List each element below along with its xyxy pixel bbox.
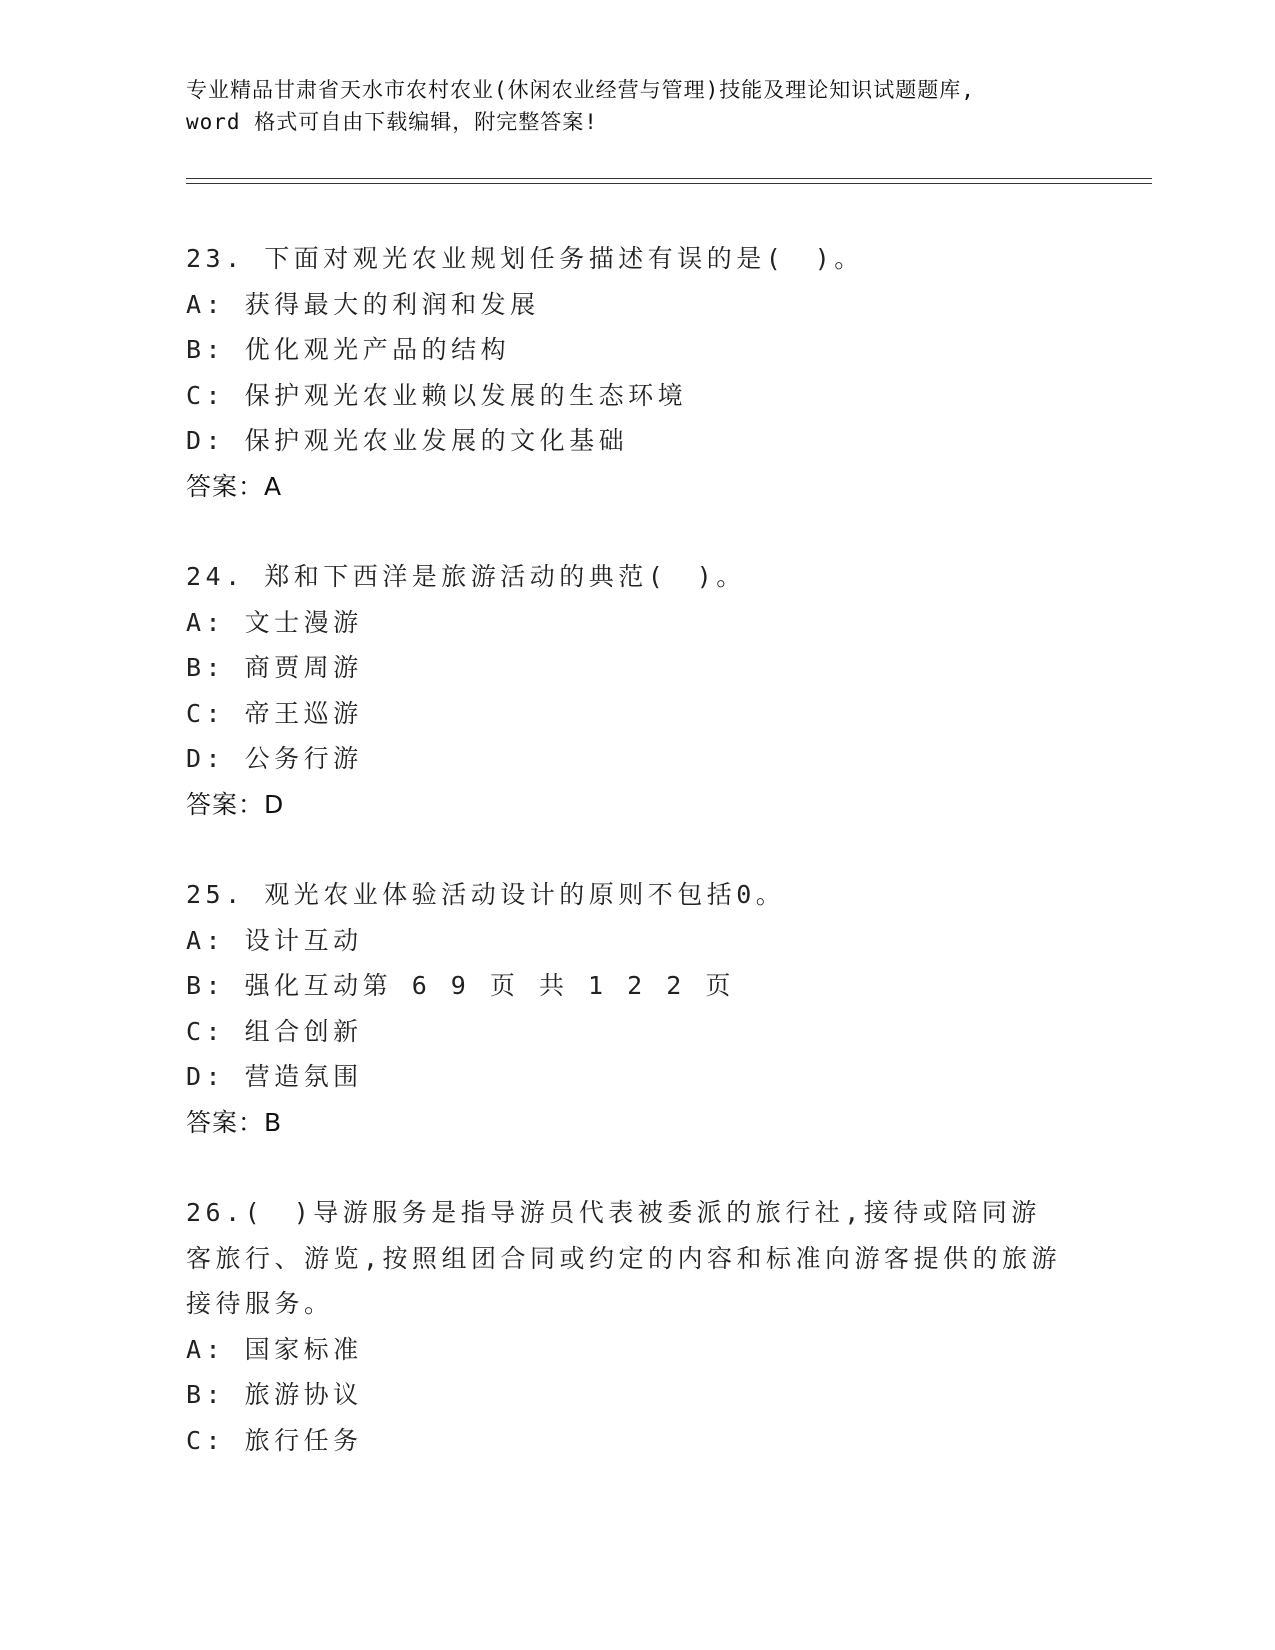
option-a: A: 获得最大的利润和发展 [186,289,540,319]
option-a: A: 国家标准 [186,1334,363,1364]
question-stem: 23. 下面对观光农业规划任务描述有误的是( )。 [186,244,864,273]
question-stem: 26.( )导游服务是指导游员代表被委派的旅行社,接待或陪同游客旅行、游览,按照组团合同或约定的内容和标准向游客提供的旅游接待服务。 [186,1198,1062,1318]
question-24 [186,554,1086,827]
option-b: B: 商贾周游 [186,653,363,682]
option-c: C: 保护观光农业赖以发展的生态环境 [186,380,688,410]
question-25 [186,872,1086,1145]
answer-line: 答案：D [186,789,285,819]
option-d: D: 保护观光农业发展的文化基础 [186,426,629,455]
question-26 [186,1190,1086,1463]
option-b-with-page-footer: B: 强化互动第 6 9 页 共 1 2 2 页 [186,971,735,1000]
option-c: C: 旅行任务 [186,1425,363,1455]
option-a: A: 设计互动 [186,925,363,955]
header-divider-bottom [186,183,1152,184]
answer-line: 答案：A [186,471,283,501]
option-a: A: 文士漫游 [186,607,363,637]
header-title-line-1: 专业精品甘肃省天水市农村农业(休闲农业经营与管理)技能及理论知识试题题库, [186,78,975,102]
question-stem: 24. 郑和下西洋是旅游活动的典范( )。 [186,562,746,591]
answer-line: 答案：B [186,1107,283,1137]
header-title-line-2: word 格式可自由下载编辑，附完整答案! [186,110,598,134]
option-d: D: 营造氛围 [186,1062,363,1091]
header-divider-top [186,178,1152,179]
option-b: B: 旅游协议 [186,1380,363,1409]
option-c: C: 组合创新 [186,1016,363,1046]
question-23 [186,236,1086,509]
option-d: D: 公务行游 [186,744,363,773]
document-header [186,74,1086,138]
option-c: C: 帝王巡游 [186,698,363,728]
question-list [186,236,1086,1508]
option-b: B: 优化观光产品的结构 [186,335,511,364]
question-stem: 25. 观光农业体验活动设计的原则不包括0。 [186,880,786,909]
